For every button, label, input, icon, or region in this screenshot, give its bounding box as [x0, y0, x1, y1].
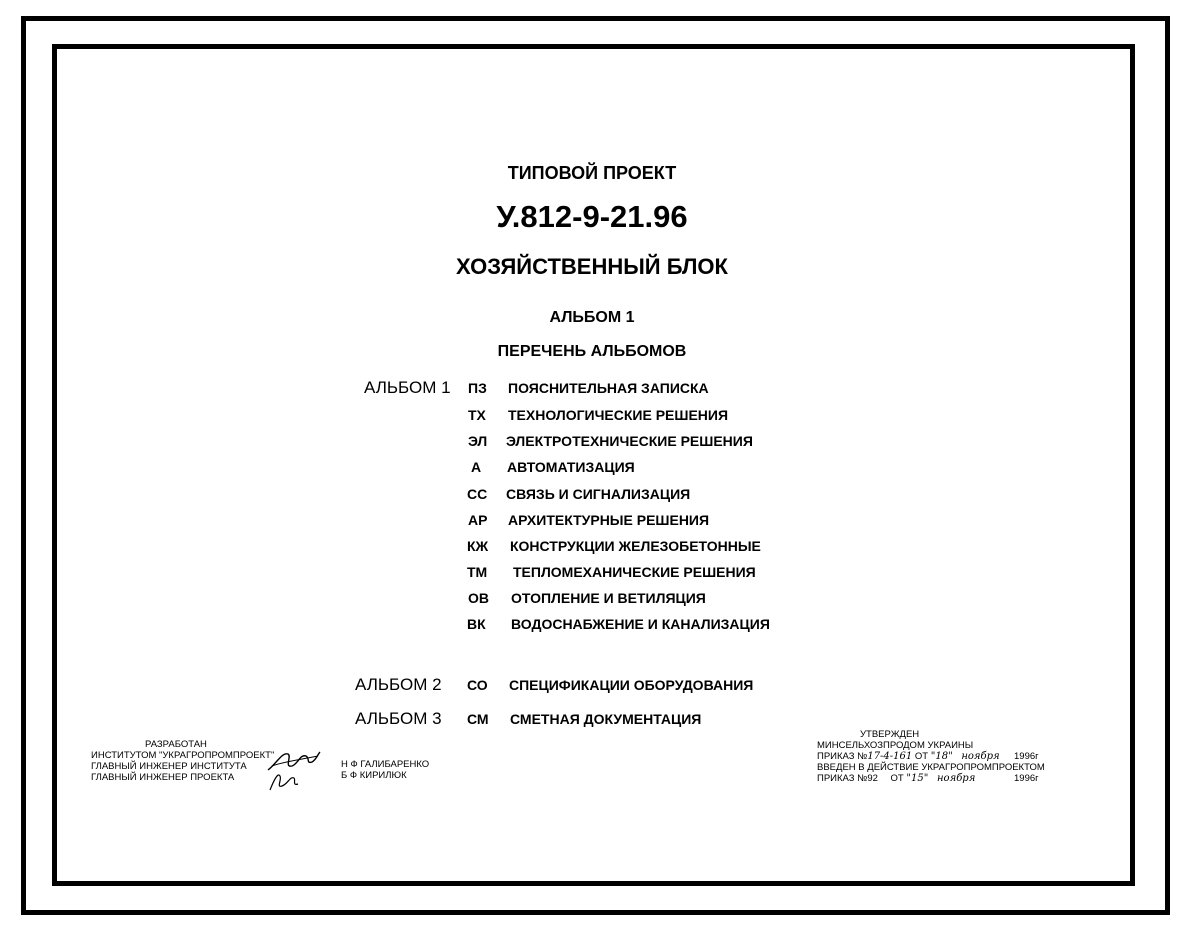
developer-institute: ИНСТИТУТОМ "УКРАГРОПРОМПРОЕКТ"	[91, 750, 275, 761]
order-2-month: ноября	[936, 773, 976, 784]
album-1-label: АЛЬБОМ 1	[364, 378, 451, 397]
album-item-title: ТЕПЛОМЕХАНИЧЕСКИЕ РЕШЕНИЯ	[513, 564, 756, 580]
album-item-title: ПОЯСНИТЕЛЬНАЯ ЗАПИСКА	[508, 380, 709, 396]
chief-engineer-project: ГЛАВНЫЙ ИНЖЕНЕР ПРОЕКТА	[91, 772, 235, 783]
approval-order-1	[817, 751, 1000, 762]
album-item-code: А	[471, 459, 482, 475]
album-item-code: ОВ	[468, 590, 489, 606]
order-1-day: "18"	[930, 751, 953, 762]
order-1-month: ноября	[961, 751, 1000, 762]
signature-2	[270, 775, 298, 790]
album-item-code: СМ	[467, 711, 489, 727]
album-item-title: АВТОМАТИЗАЦИЯ	[507, 459, 635, 475]
album-item-title: СПЕЦИФИКАЦИИ ОБОРУДОВАНИЯ	[509, 677, 754, 693]
album-item-title: СВЯЗЬ И СИГНАЛИЗАЦИЯ	[506, 486, 691, 502]
project-name: ХОЗЯЙСТВЕННЫЙ БЛОК	[456, 254, 728, 279]
project-code: У.812-9-21.96	[496, 199, 688, 234]
approval-order-2	[817, 773, 975, 784]
approval-effective: ВВЕДЕН В ДЕЙСТВИЕ УКРАГРОПРОМПРОЕКТОМ	[817, 762, 1045, 773]
chief-engineer-institute: ГЛАВНЫЙ ИНЖЕНЕР ИНСТИТУТА	[91, 761, 247, 772]
order-1-ot: ОТ	[914, 751, 929, 762]
developer-title: РАЗРАБОТАН	[145, 739, 207, 750]
album-item-code: АР	[468, 512, 488, 528]
list-title: ПЕРЕЧЕНЬ АЛЬБОМОВ	[497, 343, 687, 360]
album-item-code: СО	[467, 677, 488, 693]
album-item-title: ВОДОСНАБЖЕНИЕ И КАНАЛИЗАЦИЯ	[511, 616, 770, 632]
album-item-title: АРХИТЕКТУРНЫЕ РЕШЕНИЯ	[508, 512, 710, 528]
album-heading: АЛЬБОМ 1	[549, 309, 635, 326]
developer-name-1: Н Ф ГАЛИБАРЕНКО	[341, 759, 430, 770]
order-1-number: 17-4-161	[867, 751, 913, 762]
album-item-code: ЭЛ	[468, 433, 488, 449]
album-item-code: КЖ	[467, 538, 489, 554]
order-1-year: 1996г	[1014, 751, 1039, 762]
approval-title: УТВЕРЖДЕН	[860, 729, 920, 740]
order-2-prefix: ПРИКАЗ №	[817, 773, 868, 784]
album-item-code: ТХ	[468, 407, 486, 423]
album-item-code: ТМ	[467, 564, 488, 580]
order-1-prefix: ПРИКАЗ №	[817, 751, 868, 762]
album-item-title: КОНСТРУКЦИИ ЖЕЛЕЗОБЕТОННЫЕ	[510, 538, 761, 554]
album-2-label: АЛЬБОМ 2	[355, 675, 442, 694]
approval-ministry: МИНСЕЛЬХОЗПРОДОМ УКРАИНЫ	[817, 740, 974, 751]
developer-name-2: Б Ф КИРИЛЮК	[341, 770, 407, 781]
project-type: ТИПОВОЙ ПРОЕКТ	[507, 163, 677, 183]
album-item-code: СС	[467, 486, 488, 502]
order-2-number: 92	[867, 773, 878, 784]
album-item-title: ЭЛЕКТРОТЕХНИЧЕСКИЕ РЕШЕНИЯ	[506, 433, 753, 449]
order-2-ot: ОТ	[890, 773, 904, 784]
album-item-code: ВК	[467, 616, 486, 632]
album-item-code: ПЗ	[468, 380, 487, 396]
album-item-title: СМЕТНАЯ ДОКУМЕНТАЦИЯ	[510, 711, 702, 727]
album-3-label: АЛЬБОМ 3	[355, 709, 442, 728]
order-2-year: 1996г	[1014, 773, 1039, 784]
album-item-title: ОТОПЛЕНИЕ И ВЕТИЛЯЦИЯ	[511, 590, 706, 606]
album-item-title: ТЕХНОЛОГИЧЕСКИЕ РЕШЕНИЯ	[508, 407, 729, 423]
order-2-day: "15"	[906, 773, 929, 784]
signatures	[262, 746, 324, 794]
